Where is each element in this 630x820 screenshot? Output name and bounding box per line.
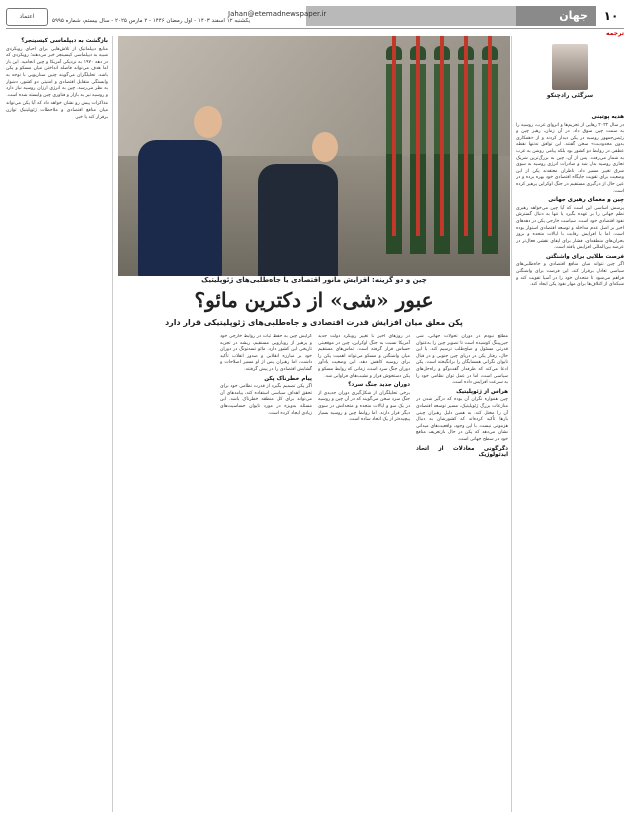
column-4 bbox=[318, 334, 410, 814]
author-portrait-icon bbox=[552, 44, 588, 90]
honor-guard-figure bbox=[458, 46, 474, 266]
author-name: سرگئی رادچنکو bbox=[546, 92, 594, 99]
header-divider bbox=[6, 28, 624, 29]
column-3 bbox=[416, 334, 508, 814]
dateline: یکشنبه ۱۲ اسفند ۱۴۰۳ - اول رمضان ۱۴۴۶ - ۲ مارس ۲۰۲۵ - سال بیستم، شماره ۵۹۹۵ bbox=[52, 18, 251, 24]
page-number: ۱۰ bbox=[598, 6, 624, 26]
author-box bbox=[516, 40, 624, 110]
col3-heading: هراس از ژئوپلیتیک bbox=[456, 388, 508, 395]
honor-guard-figure bbox=[434, 46, 450, 266]
col5-text: گرایش چین به حفظ ثبات در روابط خارجی خود و پرهیز از رویارویی مستقیم، ریشه در تجربه تاریخی این کشور دارد. مائو تسه‌تونگ در دوران خود بر مبارزه انقلابی و صدور انقلاب تأکید داشت، اما رهبران پس از او مسیر اصلاحات و گشایش اقتصادی را در پیش گرفتند. bbox=[220, 334, 312, 372]
col5-text-2: اگر پکن تصمیم بگیرد از قدرت نظامی خود برای تحقق اهداف سیاسی استفاده کند، پیامدهای آن می‌تواند برای کل منطقه خطرناک باشد. این مسئله به‌ویژه در مورد تایوان حساسیت‌های زیادی ایجاد کرده است. bbox=[220, 384, 312, 416]
col4-heading: دوران جدید جنگ سرد؟ bbox=[348, 382, 410, 389]
col3-text-2: چین همواره نگران آن بوده که درگیر شدن در منازعات بزرگ ژئوپلیتیک، مسیر توسعه اقتصادی آن را مختل کند. به همین دلیل رهبران چینی بارها تأکید کرده‌اند که کشورشان به دنبال هژمونی نیست. با این وجود، واقعیت‌های میدانی نشان می‌دهد که پکن در حال بازتعریف منافع خود در سطح جهانی است. bbox=[416, 397, 508, 442]
honor-guard-figure bbox=[410, 46, 426, 266]
col2-text: پرسش اساسی این است که آیا چین می‌خواهد رهبری نظم جهانی را بر عهده بگیرد یا تنها به دنبال گسترش نفوذ اقتصادی خود است. سیاست خارجی پکن در دهه‌های اخیر بر اصل عدم مداخله و توسعه اقتصادی استوار بوده است. اما با افزایش رقابت با ایالات متحده و بروز بحران‌های منطقه‌ای، فشار برای ایفای نقشی فعال‌تر در عرصه بین‌المللی افزایش یافته است. bbox=[516, 205, 624, 251]
col2-heading-2: فرصت طلایی برای واشنگتن bbox=[546, 253, 624, 260]
column-6 bbox=[6, 36, 108, 812]
col3-heading-2: دگرگونی معادلات از اتحاد ایدئولوژیک bbox=[416, 445, 508, 459]
translation-tag: ترجمه bbox=[606, 30, 624, 37]
article-headline: عبور «شی» از دکترین مائو؟ bbox=[194, 288, 434, 312]
column-5 bbox=[220, 334, 312, 814]
honor-guard-figure bbox=[482, 46, 498, 266]
newspaper-logo: اعتماد bbox=[6, 8, 48, 26]
col2-heading: چین و معمای رهبری جهانی bbox=[548, 197, 624, 204]
col3-text: مطلع نبودم در دوران تحولات جهانی، شی جین‌پینگ کوشیده است تا تصویر چین را به‌عنوان قدرتی مسئول و صلح‌طلب ترسیم کند. با این حال، رفتار پکن در دریای چین جنوبی و در قبال تایوان نگرانی همسایگان را برانگیخته است. پکن ادعا می‌کند که طرفدار گفت‌وگو و راه‌حل‌های سیاسی است، اما در عمل توان نظامی خود را به سرعت افزایش داده است. bbox=[416, 334, 508, 386]
col5-heading: پیام خطرناک پکن bbox=[264, 375, 312, 382]
col6-text: منابع دیپلماتیک از تلاش‌هایی برای احیای رویکردی شبیه به دیپلماسی کیسینجر خبر می‌دهند؛ رویکردی که در دهه ۱۹۷۰ به نزدیکی آمریکا و چین انجامید. این بار اما هدف می‌تواند فاصله انداختن میان مسکو و پکن باشد. تحلیلگران می‌گویند چنین سناریویی با توجه به وابستگی متقابل اقتصادی و امنیتی دو کشور، دشوار به نظر می‌رسد. چین به انرژی ارزان روسیه نیاز دارد و روسیه نیز به بازار و فناوری چین وابسته شده است. bbox=[6, 46, 108, 98]
article-kicker: چین و دو گزینه: افزایش مانور اقتصادی یا جاه‌طلبی‌های ژئوپلیتیک bbox=[201, 276, 427, 284]
col6-heading: بازگشت به دیپلماسی کیسینجر؟ bbox=[21, 38, 108, 44]
page-header bbox=[6, 6, 624, 26]
section-email: Jahan@etemadnewspaper.ir bbox=[228, 10, 327, 18]
leader-figure-right bbox=[258, 132, 338, 276]
col4-text-2: برخی تحلیلگران از شکل‌گیری دوران جدیدی از جنگ سرد سخن می‌گویند که در آن چین و روسیه در یک سو و ایالات متحده و متحدانش در سوی دیگر قرار دارند. اما روابط چین و روسیه بسیار پیچیده‌تر از یک اتحاد ساده است. bbox=[318, 390, 410, 423]
col1-heading: هدیه پوتینی bbox=[591, 114, 624, 120]
leader-figure-left bbox=[138, 106, 222, 276]
header-band bbox=[306, 6, 516, 26]
col4-text: در روزهای اخیر با تغییر رویکرد دولت جدید آمریکا نسبت به جنگ اوکراین، چین در موقعیتی حساس قرار گرفته است. تماس‌های مستقیم میان واشنگتن و مسکو می‌تواند اهمیت پکن را برای روسیه کاهش دهد. این وضعیت یادآور دوران جنگ سرد است، زمانی که روابط مسکو و پکن دستخوش فراز و نشیب‌های فراوانی شد. bbox=[318, 334, 410, 379]
col2-text-2: اگر چین نتواند میان منافع اقتصادی و جاه‌طلبی‌های سیاسی تعادل برقرار کند، این فرصت برای واشنگتن فراهم می‌شود تا متحدان خود را در آسیا تقویت کند و شبکه‌ای از ائتلاف‌ها برای مهار نفوذ پکن ایجاد کند. bbox=[516, 262, 624, 288]
col1-text: در سال ۲۰۲۲ رهایی از تحریم‌ها و انزوای غرب، روسیه را به سمت چین سوق داد. در آن زمان، رهبر چین و رئیس‌جمهور روسیه در پکن دیدار کردند و از «همکاری بدون محدودیت» سخن گفتند. این توافق نه‌تنها نقطه عطفی در روابط دو کشور بود بلکه پیامی روشن به غرب به شمار می‌رفت. پس از آن، چین به بزرگ‌ترین شریک تجاری روسیه بدل شد و صادرات انرژی روسیه به سوی شرق تغییر مسیر داد. ناظران معتقدند پکن از این وضعیت برای تقویت جایگاه اقتصادی خود بهره برده و در عین حال از درگیری مستقیم در جنگ اوکراین پرهیز کرده است. bbox=[516, 122, 624, 194]
column-1 bbox=[516, 112, 624, 812]
section-label: جهان bbox=[516, 6, 596, 26]
article-subhead: پکن معلق میان افزایش قدرت اقتصادی و جاه‌طلبی‌های ژئوپلیتیکی قرار دارد bbox=[165, 318, 463, 327]
lead-photo bbox=[118, 36, 510, 276]
honor-guard-figure bbox=[386, 46, 402, 266]
col6-text-2: مذاکرات پیش رو نشان خواهد داد که آیا پکن می‌تواند میان منافع اقتصادی و ملاحظات ژئوپلیتیک توازن برقرار کند یا خیر. bbox=[6, 101, 108, 120]
